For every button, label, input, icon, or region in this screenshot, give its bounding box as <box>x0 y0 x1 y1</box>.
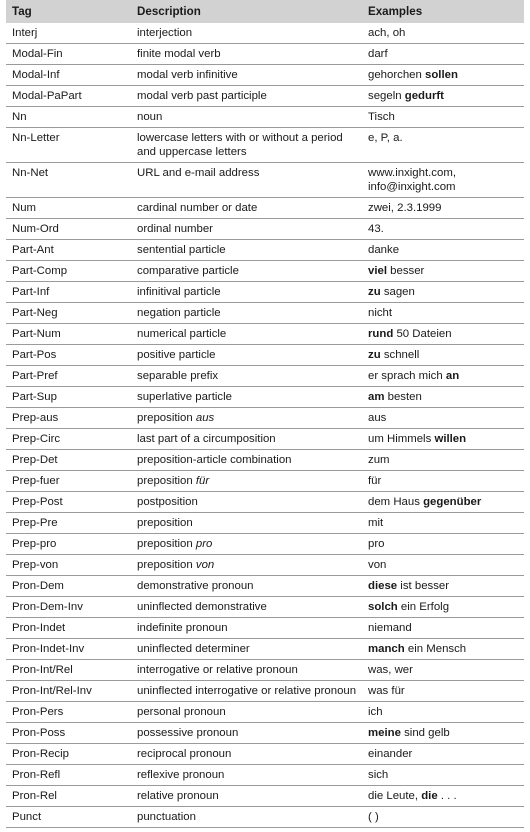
example-cell <box>362 534 524 555</box>
text-segment: cardinal number or date <box>137 202 258 214</box>
text-segment: indefinite pronoun <box>137 622 228 634</box>
example-cell <box>362 513 524 534</box>
table-row <box>6 765 524 786</box>
table-row <box>6 576 524 597</box>
example-cell <box>362 807 524 828</box>
tag-cell: Pron-Rel <box>6 786 131 807</box>
table-row <box>6 44 524 65</box>
example-cell <box>362 681 524 702</box>
description-cell <box>131 786 362 807</box>
description-cell <box>131 639 362 660</box>
text-segment: demonstrative pronoun <box>137 580 254 592</box>
table-row <box>6 303 524 324</box>
text-segment: superlative particle <box>137 391 232 403</box>
text-segment: relative pronoun <box>137 790 219 802</box>
table-row <box>6 681 524 702</box>
example-cell <box>362 744 524 765</box>
text-segment: nicht <box>368 307 393 319</box>
table-row <box>6 163 524 198</box>
text-segment: er sprach mich <box>368 370 446 382</box>
tag-cell: Prep-aus <box>6 408 131 429</box>
text-segment: solch <box>368 601 398 613</box>
text-segment: zum <box>368 454 390 466</box>
text-segment: mit <box>368 517 384 529</box>
text-segment: ach, oh <box>368 27 406 39</box>
text-segment: einander <box>368 748 413 760</box>
text-segment: uninflected determiner <box>137 643 250 655</box>
description-cell <box>131 513 362 534</box>
text-segment: besten <box>384 391 422 403</box>
tag-cell: Prep-Pre <box>6 513 131 534</box>
text-segment: von <box>195 559 215 571</box>
example-cell <box>362 639 524 660</box>
description-cell <box>131 261 362 282</box>
table-row <box>6 702 524 723</box>
tag-cell: Pron-Recip <box>6 744 131 765</box>
text-segment: besser <box>387 265 425 277</box>
tag-cell: Pron-Poss <box>6 723 131 744</box>
text-segment: aus <box>195 412 215 424</box>
tag-cell: Modal-Fin <box>6 44 131 65</box>
description-cell <box>131 471 362 492</box>
table-row <box>6 107 524 128</box>
text-segment: an <box>445 370 460 382</box>
text-segment: gedurft <box>404 90 444 102</box>
description-cell <box>131 765 362 786</box>
text-segment: preposition <box>137 412 196 424</box>
text-segment: last part of a circumposition <box>137 433 276 445</box>
header-description: Description <box>131 0 362 23</box>
tag-cell: Pron-Dem-Inv <box>6 597 131 618</box>
text-segment: e, P, a. <box>368 132 403 144</box>
text-segment: ordinal number <box>137 223 213 235</box>
tag-cell: Part-Neg <box>6 303 131 324</box>
tag-cell: Prep-Post <box>6 492 131 513</box>
tag-cell: Prep-pro <box>6 534 131 555</box>
text-segment: . . . <box>437 790 457 802</box>
text-segment: numerical particle <box>137 328 227 340</box>
description-cell <box>131 534 362 555</box>
example-cell <box>362 240 524 261</box>
example-cell <box>362 660 524 681</box>
table-row <box>6 618 524 639</box>
tag-cell: Pron-Indet <box>6 618 131 639</box>
description-cell <box>131 597 362 618</box>
text-segment: zu <box>368 349 381 361</box>
example-cell <box>362 303 524 324</box>
table-row <box>6 639 524 660</box>
text-segment: schnell <box>380 349 420 361</box>
text-segment: pro <box>195 538 213 550</box>
example-cell <box>362 366 524 387</box>
description-cell <box>131 282 362 303</box>
tag-cell: Part-Pref <box>6 366 131 387</box>
example-cell <box>362 324 524 345</box>
text-segment: zwei, 2.3.1999 <box>368 202 442 214</box>
tag-cell: Modal-Inf <box>6 65 131 86</box>
text-segment: für <box>368 475 382 487</box>
text-segment: www.inxight.com, info@inxight.com <box>368 167 456 193</box>
tag-cell: Nn-Net <box>6 163 131 198</box>
table-row <box>6 408 524 429</box>
example-cell <box>362 450 524 471</box>
table-row <box>6 513 524 534</box>
example-cell <box>362 555 524 576</box>
example-cell <box>362 86 524 107</box>
text-segment: preposition <box>137 538 196 550</box>
table-row <box>6 366 524 387</box>
tag-cell: Prep-fuer <box>6 471 131 492</box>
description-cell <box>131 366 362 387</box>
text-segment: ich <box>368 706 383 718</box>
text-segment: sind gelb <box>400 727 450 739</box>
example-cell <box>362 219 524 240</box>
tag-cell: Pron-Dem <box>6 576 131 597</box>
text-segment: negation particle <box>137 307 221 319</box>
example-cell <box>362 163 524 198</box>
description-cell <box>131 723 362 744</box>
text-segment: infinitival particle <box>137 286 221 298</box>
text-segment: interrogative or relative pronoun <box>137 664 298 676</box>
example-cell <box>362 492 524 513</box>
description-cell <box>131 744 362 765</box>
table-row <box>6 555 524 576</box>
description-cell <box>131 807 362 828</box>
description-cell <box>131 240 362 261</box>
text-segment: ein Mensch <box>404 643 467 655</box>
header-tag: Tag <box>6 0 131 23</box>
example-cell <box>362 44 524 65</box>
description-cell <box>131 303 362 324</box>
text-segment: reciprocal pronoun <box>137 748 232 760</box>
text-segment: ist besser <box>397 580 450 592</box>
text-segment: 50 Dateien <box>393 328 452 340</box>
tag-cell: Interj <box>12 27 38 39</box>
table-row <box>6 471 524 492</box>
tag-cell: Part-Num <box>6 324 131 345</box>
text-segment: preposition <box>137 517 193 529</box>
text-segment: uninflected demonstrative <box>137 601 267 613</box>
table-row <box>6 492 524 513</box>
text-segment: possessive pronoun <box>137 727 239 739</box>
text-segment: modal verb infinitive <box>137 69 238 81</box>
description-cell <box>131 681 362 702</box>
table-row <box>6 324 524 345</box>
tag-cell: Nn-Letter <box>6 128 131 163</box>
table-row <box>6 660 524 681</box>
example-cell <box>362 198 524 219</box>
tag-cell: Nn <box>6 107 131 128</box>
table-row <box>6 387 524 408</box>
tag-cell: Pron-Int/Rel-Inv <box>6 681 131 702</box>
text-segment: interjection <box>137 27 193 39</box>
tag-cell: Part-Sup <box>6 387 131 408</box>
text-segment: meine <box>368 727 401 739</box>
text-segment: für <box>195 475 210 487</box>
tag-cell: Prep-von <box>6 555 131 576</box>
table-body <box>6 23 524 828</box>
tag-cell: Pron-Int/Rel <box>6 660 131 681</box>
example-cell <box>362 723 524 744</box>
text-segment: Tisch <box>368 111 395 123</box>
text-segment: sagen <box>380 286 415 298</box>
text-segment: danke <box>368 244 400 256</box>
text-segment: was für <box>368 685 405 697</box>
text-segment: noun <box>137 111 163 123</box>
text-segment: postposition <box>137 496 198 508</box>
table-row <box>6 744 524 765</box>
tag-cell: Num-Ord <box>6 219 131 240</box>
text-segment: ( ) <box>368 811 379 823</box>
text-segment: 43. <box>368 223 384 235</box>
description-cell <box>131 198 362 219</box>
description-cell <box>131 128 362 163</box>
text-segment: rund <box>368 328 394 340</box>
table-row <box>6 219 524 240</box>
table-row <box>6 240 524 261</box>
tag-cell: Part-Comp <box>6 261 131 282</box>
text-segment: URL and e-mail address <box>137 167 260 179</box>
text-segment: darf <box>368 48 388 60</box>
example-cell <box>362 261 524 282</box>
text-segment: preposition-article combination <box>137 454 292 466</box>
table-row <box>6 450 524 471</box>
text-segment: finite modal verb <box>137 48 221 60</box>
example-cell <box>362 408 524 429</box>
text-segment: dem Haus <box>368 496 424 508</box>
text-segment: manch <box>368 643 405 655</box>
table-row <box>6 534 524 555</box>
text-segment: niemand <box>368 622 412 634</box>
example-cell <box>362 23 524 44</box>
table-row <box>6 723 524 744</box>
text-segment: personal pronoun <box>137 706 226 718</box>
table-row <box>6 345 524 366</box>
tag-cell: Part-Inf <box>6 282 131 303</box>
tag-cell: Pron-Indet-Inv <box>6 639 131 660</box>
description-cell <box>131 555 362 576</box>
text-segment: reflexive pronoun <box>137 769 225 781</box>
example-cell <box>362 282 524 303</box>
example-cell <box>362 387 524 408</box>
description-cell <box>131 492 362 513</box>
description-cell <box>131 86 362 107</box>
text-segment: uninflected interrogative or relative pronoun <box>137 685 357 697</box>
description-cell <box>131 44 362 65</box>
text-segment: pro <box>368 538 385 550</box>
tag-cell: Modal-PaPart <box>6 86 131 107</box>
example-cell <box>362 429 524 450</box>
example-cell <box>362 702 524 723</box>
text-segment: viel <box>368 265 387 277</box>
tag-table <box>6 0 524 828</box>
table-row <box>6 65 524 86</box>
example-cell <box>362 471 524 492</box>
text-segment: separable prefix <box>137 370 219 382</box>
example-cell <box>362 128 524 163</box>
example-cell <box>362 107 524 128</box>
table-row <box>6 128 524 163</box>
text-segment: gegenüber <box>423 496 482 508</box>
text-segment: die <box>421 790 438 802</box>
text-segment: willen <box>434 433 467 445</box>
example-cell <box>362 65 524 86</box>
table-row <box>6 23 524 44</box>
table-row <box>6 282 524 303</box>
tag-cell: Prep-Det <box>6 450 131 471</box>
text-segment: preposition <box>137 559 196 571</box>
description-cell <box>131 65 362 86</box>
description-cell <box>131 576 362 597</box>
description-cell <box>131 702 362 723</box>
header-row <box>6 0 524 23</box>
text-segment: segeln <box>368 90 405 102</box>
description-cell <box>131 23 362 44</box>
text-segment: diese <box>368 580 398 592</box>
tag-cell: Pron-Refl <box>6 765 131 786</box>
text-segment: um Himmels <box>368 433 435 445</box>
table-row <box>6 786 524 807</box>
description-cell <box>131 219 362 240</box>
table-row <box>6 597 524 618</box>
header-examples: Examples <box>362 0 524 23</box>
tag-cell: Part-Pos <box>6 345 131 366</box>
example-cell <box>362 618 524 639</box>
example-cell <box>362 765 524 786</box>
example-cell <box>362 597 524 618</box>
text-segment: ein Erfolg <box>397 601 450 613</box>
text-segment: die Leute, <box>368 790 422 802</box>
text-segment: sollen <box>425 69 458 81</box>
text-segment: positive particle <box>137 349 216 361</box>
description-cell <box>131 618 362 639</box>
text-segment: am <box>368 391 385 403</box>
description-cell <box>131 429 362 450</box>
description-cell <box>131 163 362 198</box>
tag-cell: Prep-Circ <box>6 429 131 450</box>
text-segment: preposition <box>137 475 196 487</box>
description-cell <box>131 408 362 429</box>
table-row <box>6 807 524 828</box>
table-row <box>6 86 524 107</box>
text-segment: von <box>368 559 387 571</box>
table-row <box>6 429 524 450</box>
text-segment: gehorchen <box>368 69 425 81</box>
description-cell <box>131 107 362 128</box>
text-segment: sich <box>368 769 389 781</box>
tag-cell: Punct <box>6 807 131 828</box>
example-cell <box>362 345 524 366</box>
text-segment: punctuation <box>137 811 196 823</box>
example-cell <box>362 786 524 807</box>
description-cell <box>131 345 362 366</box>
text-segment: comparative particle <box>137 265 239 277</box>
description-cell <box>131 660 362 681</box>
description-cell <box>131 387 362 408</box>
text-segment: was, wer <box>368 664 413 676</box>
tag-cell: Num <box>6 198 131 219</box>
text-segment: zu <box>368 286 381 298</box>
tag-cell: Part-Ant <box>6 240 131 261</box>
table-row <box>6 261 524 282</box>
tag-cell: Pron-Pers <box>6 702 131 723</box>
description-cell <box>131 450 362 471</box>
table-row <box>6 198 524 219</box>
text-segment: modal verb past participle <box>137 90 267 102</box>
example-cell <box>362 576 524 597</box>
text-segment: lowercase letters with or without a period and uppercase letters <box>137 132 343 158</box>
text-segment: aus <box>368 412 387 424</box>
description-cell <box>131 324 362 345</box>
text-segment: sentential particle <box>137 244 226 256</box>
